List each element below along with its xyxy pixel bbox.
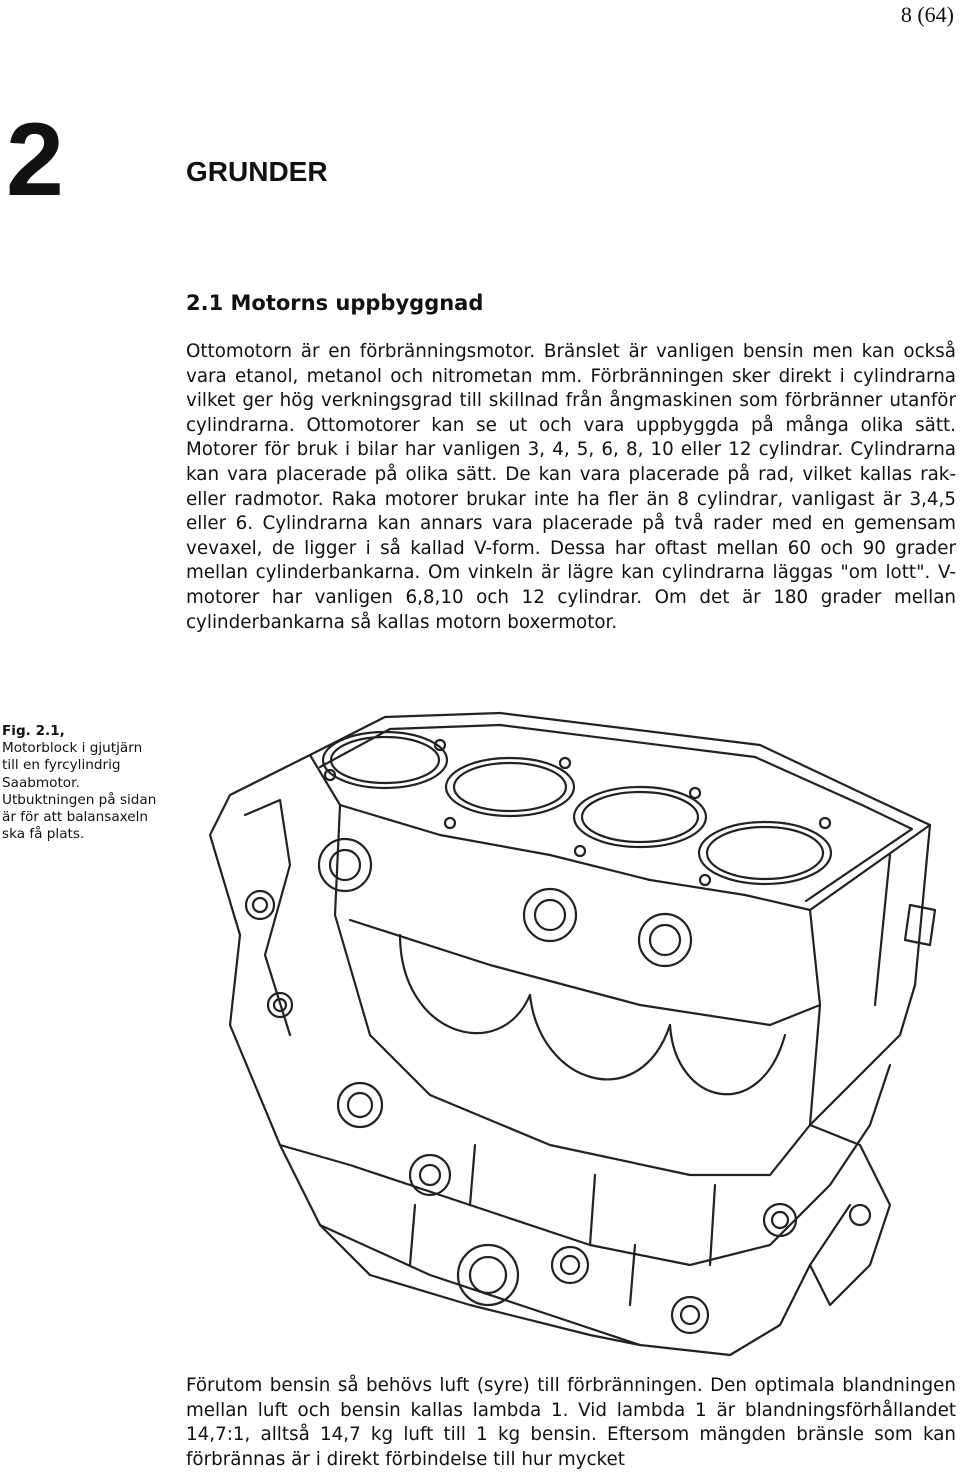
paragraph-intro: Ottomotorn är en förbränningsmotor. Bränslet är vanligen bensin men kan också vara etanol, metanol och nitrometan mm. Förbränningen sker direkt i cylindrarna vilket ger hög verkningsgrad till skillnad från ångmaskinen som förbränner utanför cylindrarna. Ottomotorer kan se ut och vara uppbyggda på många olika sätt. Motorer för bruk i bilar har vanligen 3, 4, 5, 6, 8, 10 eller 12 cylindrar. Cylindrarna kan vara placerade på olika sätt. De kan vara placerade på rad, vilket kallas rak- eller radmotor. Raka motorer brukar inte ha fler än 8 cylindrar, vanligast är 3,4,5 eller 6. Cylindrarna kan annars vara placerade på två rader med en gemensam vevaxel, de ligger i så kallad V-form. Dessa har oftast mellan 60 och 90 grader mellan cylinderbankarna. Om vinkeln är lägre kan cylindrarna läggas "om lott". V-motorer har vanligen 6,8,10 och 12 cylindrar. Om det är 180 grader mellan cylinderbankarna så kallas motorn boxermotor.	[186, 341, 956, 633]
oil-filter-boss	[458, 1245, 518, 1305]
block-side-wall	[335, 805, 820, 1175]
chapter-title: GRUNDER	[186, 156, 328, 187]
cylinder-bore-2	[446, 758, 574, 816]
crankcase	[280, 1065, 890, 1265]
block-left-face	[210, 755, 370, 1275]
boss-3	[639, 914, 691, 966]
cylinder-bore-1	[323, 732, 447, 788]
cylinder-bore-4	[699, 822, 831, 884]
figure-caption-text: Motorblock i gjutjärn till en fyrcylindrig Saabmotor. Utbuktningen på sidan är för att balansaxeln ska få plats.	[2, 740, 157, 843]
boss-2	[524, 889, 576, 941]
cylinder-bore-3	[574, 787, 706, 847]
page-number: 8 (64)	[900, 2, 954, 27]
block-right-face	[810, 825, 930, 1125]
paragraph-lambda: Förutom bensin så behövs luft (syre) till förbränningen. Den optimala blandningen mellan luft och bensin kallas lambda 1. Vid lambda 1 är blandningsförhållandet 14,7:1, alltså 14,7 kg luft till 1 kg bensin. Eftersom mängden bränsle som kan förbrännas är i direkt förbindelse till hur mycket	[186, 1375, 956, 1470]
figure-label: Fig. 2.1,	[2, 723, 65, 739]
chapter-number: 2	[6, 102, 60, 218]
section-heading: 2.1 Motorns uppbyggnad	[186, 291, 484, 315]
engine-block-illustration	[170, 705, 960, 1365]
boss-1	[319, 839, 371, 891]
figure-caption	[2, 723, 160, 843]
